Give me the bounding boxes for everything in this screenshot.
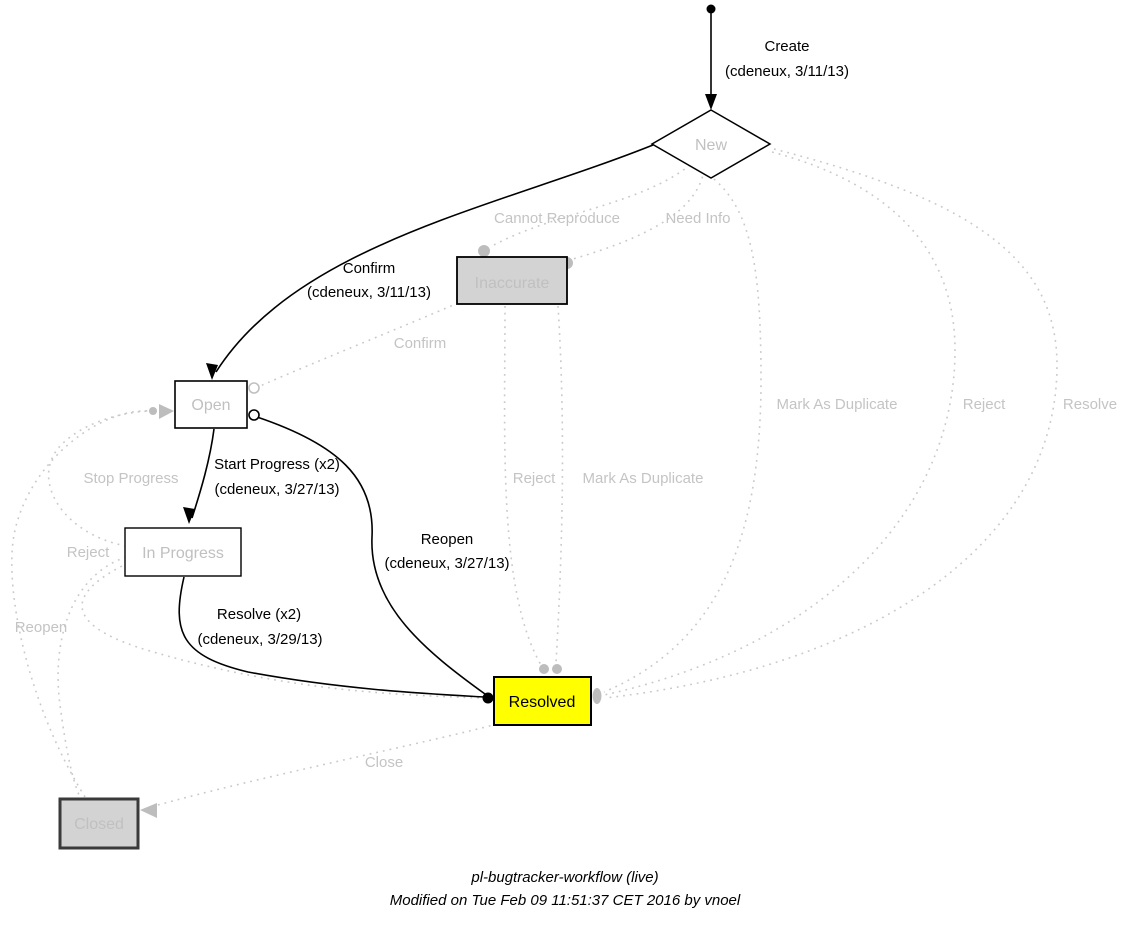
arrowhead-into-closed-icon: [140, 803, 157, 818]
node-new-label: New: [694, 137, 728, 154]
node-closed-label: Closed: [74, 816, 124, 833]
start-state-dot: [707, 5, 716, 14]
executed-edges: [179, 5, 717, 704]
edge-close: [158, 724, 497, 805]
label-confirm: Confirm: [342, 260, 396, 277]
arrowhead-into-open-icon: [159, 404, 174, 419]
arrowhead-into-new-icon: [705, 94, 717, 110]
edge-reject-left: [58, 557, 126, 795]
label-reject-mid: Reject: [512, 470, 556, 487]
edge-reject-right: [604, 152, 955, 695]
label-close: Close: [364, 754, 404, 771]
label-reject-right: Reject: [962, 396, 1006, 413]
label-create: Create: [764, 38, 810, 55]
label-reopen-detail: (cdeneux, 3/27/13): [384, 555, 510, 572]
label-resolve: Resolve (x2): [216, 606, 302, 623]
edge-endpoint-dot: [539, 664, 549, 674]
label-cannot-reproduce: Cannot Reproduce: [494, 210, 620, 227]
edge-mark-as-duplicate-right: [604, 179, 761, 692]
edge-endpoint-dot: [149, 407, 157, 415]
caption: [390, 869, 741, 909]
label-need-info: Need Info: [665, 210, 731, 227]
label-resolve-right: Resolve: [1062, 396, 1118, 413]
label-create-detail: (cdeneux, 3/11/13): [725, 63, 849, 80]
edge-endpoint-dot: [593, 688, 602, 704]
label-reject-left: Reject: [66, 544, 110, 561]
node-resolved-label: Resolved: [508, 694, 576, 711]
label-reopen-left: Reopen: [14, 619, 68, 636]
edge-cannot-reproduce: [492, 165, 690, 246]
label-reopen: Reopen: [420, 531, 474, 548]
label-start-progress-detail: (cdeneux, 3/27/13): [214, 481, 340, 498]
filled-dot-marker: [483, 693, 494, 704]
label-mark-as-duplicate-mid: Mark As Duplicate: [582, 470, 704, 487]
executed-edge-labels: [197, 38, 849, 648]
edge-resolve-right: [605, 149, 1057, 698]
open-circle-marker-black: [249, 410, 259, 420]
open-circle-marker-gray: [249, 383, 259, 393]
label-stop-progress: Stop Progress: [83, 470, 179, 487]
node-inaccurate-label: Inaccurate: [474, 275, 550, 292]
label-confirm-detail: (cdeneux, 3/11/13): [307, 284, 431, 301]
edge-endpoint-dot: [552, 664, 562, 674]
edge-start-progress: [192, 429, 214, 518]
node-open-label: Open: [191, 397, 231, 414]
label-start-progress: Start Progress (x2): [214, 456, 340, 473]
label-mark-as-duplicate-right: Mark As Duplicate: [776, 396, 898, 413]
edge-endpoint-dot: [478, 245, 490, 257]
label-confirm-pending: Confirm: [393, 335, 447, 352]
node-in-progress-label: In Progress: [142, 545, 224, 562]
edge-reopen-left: [12, 411, 152, 797]
edge-mark-as-duplicate-mid: [556, 306, 562, 663]
caption-modified: Modified on Tue Feb 09 11:51:37 CET 2016 by vnoel: [389, 892, 741, 909]
label-resolve-detail: (cdeneux, 3/29/13): [197, 631, 323, 648]
caption-title: pl-bugtracker-workflow (live): [471, 869, 659, 886]
